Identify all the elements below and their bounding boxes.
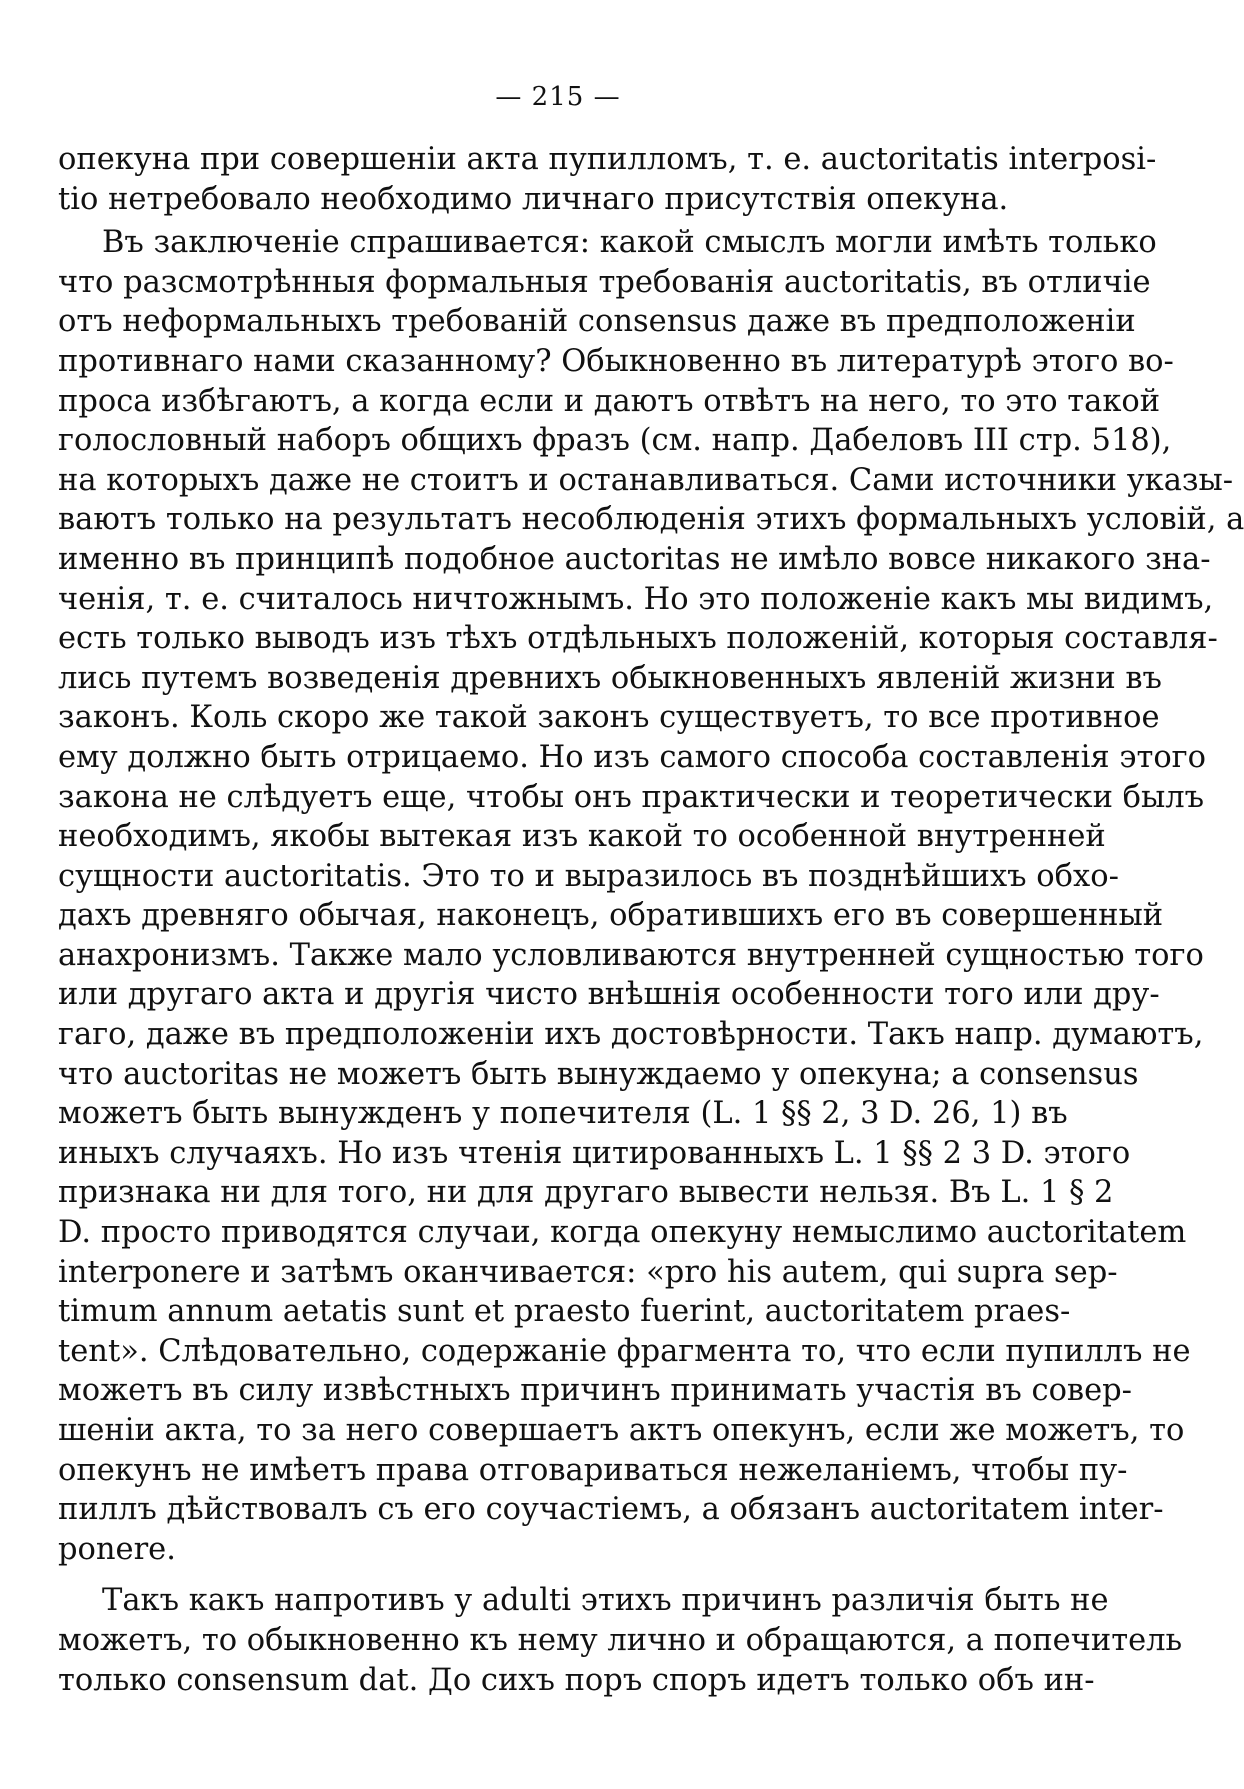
text-line: опекуна при совершеніи акта пупилломъ, т. е. auctoritatis interposi- (58, 142, 1157, 177)
text-line: голословный наборъ общихъ фразъ (см. напр. Дабеловъ III стр. 518), (58, 423, 1172, 459)
text-line: tent». Слѣдовательно, содержаніе фрагмента то, что если пупиллъ не (58, 1333, 1191, 1369)
text-line: на которыхъ даже не стоитъ и останавливаться. Сами источники указы- (58, 462, 1234, 498)
text-line: можетъ быть вынужденъ у попечителя (L. 1 §§ 2, 3 D. 26, 1) въ (58, 1096, 1068, 1132)
text-line: лись путемъ возведенія древнихъ обыкновенныхъ явленій жизни въ (58, 660, 1162, 696)
text-line: interponere и затѣмъ оканчивается: «pro his autem, qui supra sep- (58, 1254, 1118, 1290)
text-line: признака ни для того, ни для другаго вывести нельзя. Въ L. 1 § 2 (58, 1175, 1114, 1211)
text-line: шеніи акта, то за него совершаетъ актъ опекунъ, если же можетъ, то (58, 1413, 1185, 1448)
text-line: дахъ древняго обычая, наконецъ, обратившихъ его въ совершенный (58, 898, 1164, 934)
text-line: можетъ въ силу извѣстныхъ причинъ принимать участія въ совер- (58, 1373, 1132, 1409)
paragraph (58, 223, 1244, 1569)
text-line: анахронизмъ. Также мало условливаются внутренней сущностью того (58, 937, 1204, 973)
text-line: есть только выводъ изъ тѣхъ отдѣльныхъ положеній, которыя составля- (58, 621, 1218, 657)
text-line: отъ неформальныхъ требованій consensus даже въ предположеніи (58, 304, 1136, 340)
text-line: Въ заключеніе спрашивается: какой смыслъ могли имѣть только (102, 225, 1157, 261)
text-line: что auctoritas не можетъ быть вынуждаемо у опекуна; а consensus (58, 1056, 1139, 1092)
paragraph (58, 140, 1157, 219)
text-line: противнаго нами сказанному? Обыкновенно въ литературѣ этого во- (58, 343, 1174, 379)
text-line: гаго, даже въ предположеніи ихъ достовѣрности. Такъ напр. думаютъ, (58, 1017, 1204, 1053)
text-line: иныхъ случаяхъ. Но изъ чтенія цитированныхъ L. 1 §§ 2 3 D. этого (58, 1135, 1131, 1171)
text-line: сущности auctoritatis. Это то и выразилось въ позднѣйшихъ обхо- (58, 858, 1119, 894)
text-line: что разсмотрѣнныя формальныя требованія auctoritatis, въ отличіе (58, 264, 1151, 300)
text-line: ponere. (58, 1531, 176, 1567)
text-line: можетъ, то обыкновенно къ нему лично и обращаются, а попечитель (58, 1622, 1183, 1658)
text-line: именно въ принципѣ подобное auctoritas не имѣло вовсе никакого зна- (58, 541, 1211, 577)
text-line: закона не слѣдуетъ еще, чтобы онъ практически и теоретически былъ (58, 779, 1205, 815)
text-line: пиллъ дѣйствовалъ съ его соучастіемъ, а обязанъ auctoritatem inter- (58, 1492, 1164, 1528)
paragraph (58, 1581, 1183, 1700)
text-line: ченія, т. е. считалось ничтожнымъ. Но это положеніе какъ мы видимъ, (58, 581, 1214, 617)
text-line: tio нетребовало необходимо личнаго присутствія опекуна. (58, 181, 1009, 217)
text-line: ваютъ только на результатъ несоблюденія этихъ формальныхъ условій, а (58, 502, 1244, 538)
text-line: опекунъ не имѣетъ права отговариваться нежеланіемъ, чтобы пу- (58, 1452, 1128, 1488)
text-body (58, 140, 1244, 1700)
text-line: Такъ какъ напротивъ у adulti этихъ причинъ различія быть не (102, 1583, 1109, 1619)
text-line: D. просто приводятся случаи, когда опекуну немыслимо auctoritatem (58, 1215, 1187, 1251)
text-line: ему должно быть отрицаемо. Но изъ самого способа составленія этого (58, 739, 1207, 775)
text-line: проса избѣгаютъ, а когда если и даютъ отвѣтъ на него, то это такой (58, 383, 1161, 419)
page-number: — 215 — (495, 82, 621, 112)
text-line: законъ. Коль скоро же такой законъ существуетъ, то все противное (58, 700, 1160, 736)
text-line: timum annum aetatis sunt et praesto fuerint, auctoritatem praes- (58, 1294, 1071, 1330)
text-line: или другаго акта и другія чисто внѣшнія особенности того или дру- (58, 977, 1160, 1013)
text-line: только consensum dat. До сихъ поръ споръ идетъ только объ ин- (58, 1662, 1095, 1698)
text-line: необходимъ, якобы вытекая изъ какой то особенной внутренней (58, 819, 1106, 855)
